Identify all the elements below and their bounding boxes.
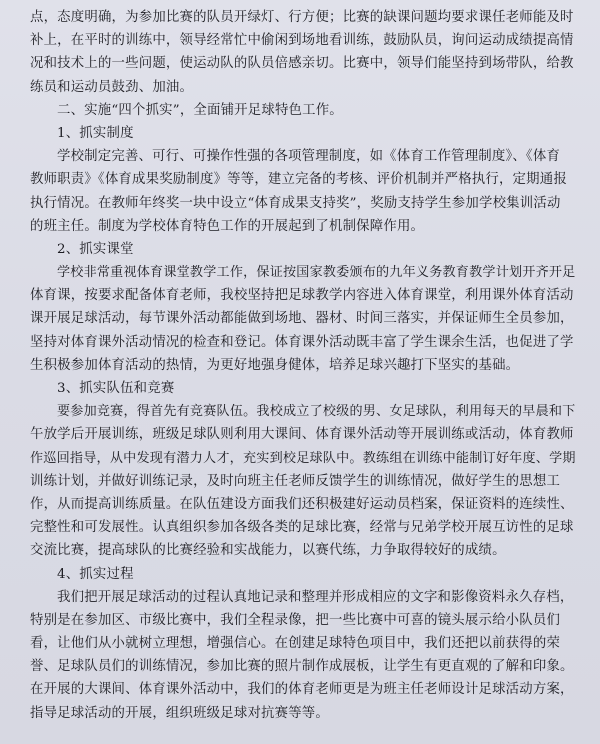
text-line: 执行情况。在教师年终奖一块中设立“体育成果支持奖”，奖励支持学生参加学校集训活动 <box>30 195 561 211</box>
text-line: 体育课，按要求配备体育老师，我校坚持把足球教学内容进入体育课堂，利用课外体育活动 <box>30 288 574 304</box>
text-line: 生积极参加体育活动的热情，为更好地强身健体，培养足球兴趣打下坚实的基础。 <box>30 357 520 373</box>
text-line: 交流比赛，提高球队的比赛经验和实战能力，以赛代练，力争取得较好的成绩。 <box>30 543 506 559</box>
text-line: 我们把开展足球活动的过程认真地记录和整理并形成相应的文字和影像资料永久存档， <box>57 589 574 605</box>
text-line: 的班主任。制度为学校体育特色工作的开展起到了机制保障作用。 <box>30 218 425 234</box>
text-line: 作巡回指导，从中发现有潜力人才，充实到校足球队中。教练组在训练中能制订好年度、学期 <box>30 450 576 466</box>
text-line: 练员和运动员鼓劲、加油。 <box>30 79 194 95</box>
text-line: 作，从而提高训练质量。在队伍建设方面我们还积极建好运动员档案，保证资料的连续性、 <box>30 496 574 512</box>
section-heading: 2、抓实课堂 <box>57 241 134 257</box>
text-line: 在开展的大课间、体育课外活动中，我们的体育老师更是为班主任老师设计足球活动方案， <box>30 682 574 698</box>
text-line: 指导足球活动的开展，组织班级足球对抗赛等等。 <box>30 705 329 721</box>
text-line: 坚持对体育课外活动情况的检查和登记。体育课外活动既丰富了学生课余生活，也促进了学 <box>30 334 574 350</box>
text-line: 看，让他们从小就树立理想，增强信心。在创建足球特色项目中，我们还把以前获得的荣 <box>30 636 561 652</box>
text-line: 誉、足球队员们的训练情况，参加比赛的照片制作成展板，让学生有更直观的了解和印象。 <box>30 659 574 675</box>
text-line: 特别是在参加区、市级比赛中，我们全程录像，把一些比赛中可喜的镜头展示给小队员们 <box>30 612 561 628</box>
text-line: 课开展足球活动，每节课外活动都能做到场地、器材、时间三落实，并保证师生全员参加， <box>30 311 574 327</box>
text-line: 学校非常重视体育课堂教学工作，保证按国家教委颁布的九年义务教育教学计划开齐开足 <box>57 265 576 281</box>
document-body <box>30 6 578 725</box>
section-heading: 1、抓实制度 <box>57 125 134 141</box>
text-line: 要参加竞赛，得首先有竞赛队伍。我校成立了校级的男、女足球队，利用每天的早晨和下 <box>57 404 576 420</box>
text-line: 完整性和可发展性。认真组织参加各级各类的足球比赛，经常与兄弟学校开展互访性的足球 <box>30 520 574 536</box>
text-line: 点，态度明确，为参加比赛的队员开绿灯、行方便；比赛的缺课问题均要求课任老师能及时 <box>30 10 574 25</box>
text-line: 午放学后开展训练，班级足球队则利用大课间、体育课外活动等开展训练或活动，体育教师 <box>30 427 574 443</box>
text-line: 补上，在平时的训练中，领导经常忙中偷闲到场地看训练，鼓励队员，询问运动成绩提高情 <box>30 33 574 49</box>
text-line: 学校制定完善、可行、可操作性强的各项管理制度，如《体育工作管理制度》、《体育 <box>57 149 561 165</box>
text-line: 况和技术上的一些问题，使运动队的队员倍感亲切。比赛中，领导们能坚持到场带队，给教 <box>30 56 574 72</box>
section-heading: 4、抓实过程 <box>57 566 134 582</box>
text-line: 教师职责》《体育成果奖励制度》等等，建立完备的考核、评价机制并严格执行，定期通报 <box>30 172 567 188</box>
section-heading: 二、实施“四个抓实”，全面铺开足球特色工作。 <box>57 102 343 118</box>
text-line: 训练计划，并做好训练记录，及时向班主任老师反馈学生的训练情况，做好学生的思想工 <box>30 473 561 489</box>
section-heading: 3、抓实队伍和竞赛 <box>57 381 175 396</box>
